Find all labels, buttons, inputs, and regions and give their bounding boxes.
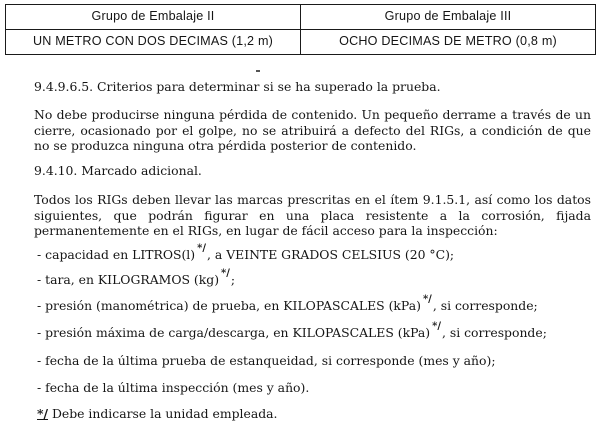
footnote-text: Debe indicarse la unidad empleada. [48, 406, 278, 421]
packing-group-table [5, 4, 596, 55]
paragraph: Todos los RIGs deben llevar las marcas prescritas en el ítem 9.1.5.1, así como los datos siguientes, que podrán figurar en una placa resistente a la corrosión, fijada permanentemente en el RIGs, en lugar de fácil acceso para la inspección: [34, 192, 591, 238]
list-item-text: - fecha de la última prueba de estanqueidad, si corresponde (mes y año); [37, 353, 496, 368]
list-item-text: - capacidad en LITROS(l) [37, 247, 196, 262]
list-item-text: , si corresponde; [441, 325, 547, 340]
list-item-text: - presión máxima de carga/descarga, en KILOPASCALES (kPa) [37, 325, 431, 340]
list-item [37, 353, 496, 369]
list-item-text: , si corresponde; [432, 298, 538, 313]
list-item [37, 321, 547, 343]
footnote-mark: */ [37, 406, 49, 421]
section-heading: 9.4.10. Marcado adicional. [34, 163, 202, 178]
table-header-row [6, 5, 596, 30]
scan-speck [256, 70, 260, 72]
list-item-text: - fecha de la última inspección (mes y año). [37, 380, 310, 395]
list-item-text: , a VEINTE GRADOS CELSIUS (20 °C); [207, 247, 455, 262]
footnote-mark: */ [221, 268, 230, 279]
footnote-mark: */ [422, 294, 432, 305]
footnote-mark: */ [432, 321, 441, 332]
list-item-text: - presión (manométrica) de prueba, en KILOPASCALES (kPa) [37, 298, 421, 313]
table-cell: OCHO DECIMAS DE METRO (0,8 m) [301, 30, 596, 55]
table-cell: UN METRO CON DOS DECIMAS (1,2 m) [6, 30, 301, 55]
list-item [37, 294, 538, 316]
list-item [37, 268, 236, 290]
footnote-mark: */ [197, 243, 206, 254]
table-header-cell: Grupo de Embalaje II [6, 5, 301, 30]
list-item [37, 243, 455, 265]
section-heading: 9.4.9.6.5. Criterios para determinar si se ha superado la prueba. [34, 79, 441, 94]
list-item-text: - tara, en KILOGRAMOS (kg) [37, 272, 220, 287]
footnote [37, 406, 278, 422]
table-header-cell: Grupo de Embalaje III [301, 5, 596, 30]
paragraph: No debe producirse ninguna pérdida de contenido. Un pequeño derrame a través de un cierre, ocasionado por el golpe, no se atribuirá a defecto del RIGs, a condición de que no se produzca ninguna otra pérdida posterior de contenido. [34, 107, 591, 153]
list-item-text: ; [230, 272, 236, 287]
list-item [37, 380, 309, 396]
table-row [6, 30, 596, 55]
